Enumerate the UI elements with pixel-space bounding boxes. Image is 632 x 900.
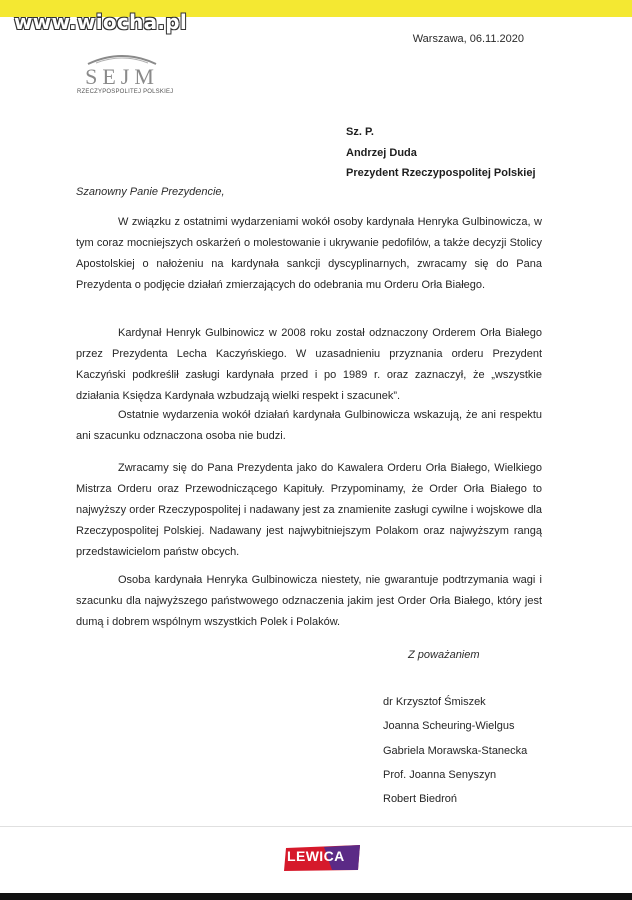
- recipient-line-1: Sz. P.: [346, 126, 374, 138]
- recipient-line-2: Andrzej Duda: [346, 147, 417, 159]
- bottom-bar: [0, 893, 632, 900]
- signatory-5: Robert Biedroń: [383, 793, 457, 805]
- watermark: www.wiocha.pl: [14, 10, 188, 34]
- signatory-4: Prof. Joanna Senyszyn: [383, 769, 497, 781]
- signatory-1: dr Krzysztof Śmiszek: [383, 696, 486, 708]
- salutation: Szanowny Panie Prezydencie,: [76, 186, 225, 198]
- closing: Z poważaniem: [408, 649, 480, 661]
- paragraph-2: Kardynał Henryk Gulbinowicz w 2008 roku został odznaczony Orderem Orła Białego przez Prezydenta Lecha Kaczyńskiego. W uzasadnieniu przyznania orderu Prezydent Kaczyński podkreślił zasługi kardynała przed i po 1989 r. oraz zaznaczył, że „wszystkie działania Księdza Kardynała wzbudzają wielki respekt i szacunek”.: [76, 327, 542, 402]
- seal-text: SEJM: [85, 64, 159, 89]
- signatory-3: Gabriela Morawska-Stanecka: [383, 745, 528, 757]
- paragraph-3: Ostatnie wydarzenia wokół działań kardynała Gulbinowicza wskazują, że ani respektu ani szacunku odznaczona osoba nie budzi.: [76, 409, 542, 442]
- recipient-line-3: Prezydent Rzeczypospolitej Polskiej: [346, 167, 536, 179]
- paragraph-5: Osoba kardynała Henryka Gulbinowicza niestety, nie gwarantuje podtrzymania wagi i szacunku dla najwyższego państwowego odznaczenia jakim jest Order Orła Białego, który jest dumą i dobrem wspólnym wszystkich Polek i Polaków.: [76, 574, 542, 628]
- signatory-2: Joanna Scheuring-Wielgus: [383, 720, 515, 732]
- footer-divider: [0, 826, 632, 827]
- letter-date: Warszawa, 06.11.2020: [412, 33, 524, 45]
- seal-subtitle: RZECZYPOSPOLITEJ POLSKIEJ: [77, 89, 174, 95]
- paragraph-1: W związku z ostatnimi wydarzeniami wokół osoby kardynała Henryka Gulbinowicza, w tym coraz mocniejszych oskarżeń o molestowanie i ukrywanie pedofilów, a także decyzji Stolicy Apostolskiej o nałożeniu na kardynała sankcji dyscyplinarnych, zwracamy się do Pana Prezydenta o podjęcie działań zmierzających do odebrania mu Orderu Orła Białego.: [76, 216, 542, 291]
- paragraph-4: Zwracamy się do Pana Prezydenta jako do Kawalera Orderu Orła Białego, Wielkiego Mistrza Orderu oraz Przewodniczącego Kapituły. Przypominamy, że Order Orła Białego to najwyższy order Rzeczypospolitej i nadawany jest za znamienite zasługi cywilne i wojskowe dla Rzeczypospolitej Polskiej. Nadawany jest najwybitniejszym Polakom oraz najwyższym rangą przedstawicielom państw obcych.: [76, 462, 542, 558]
- lewica-logo-text: LEWICA: [287, 848, 345, 864]
